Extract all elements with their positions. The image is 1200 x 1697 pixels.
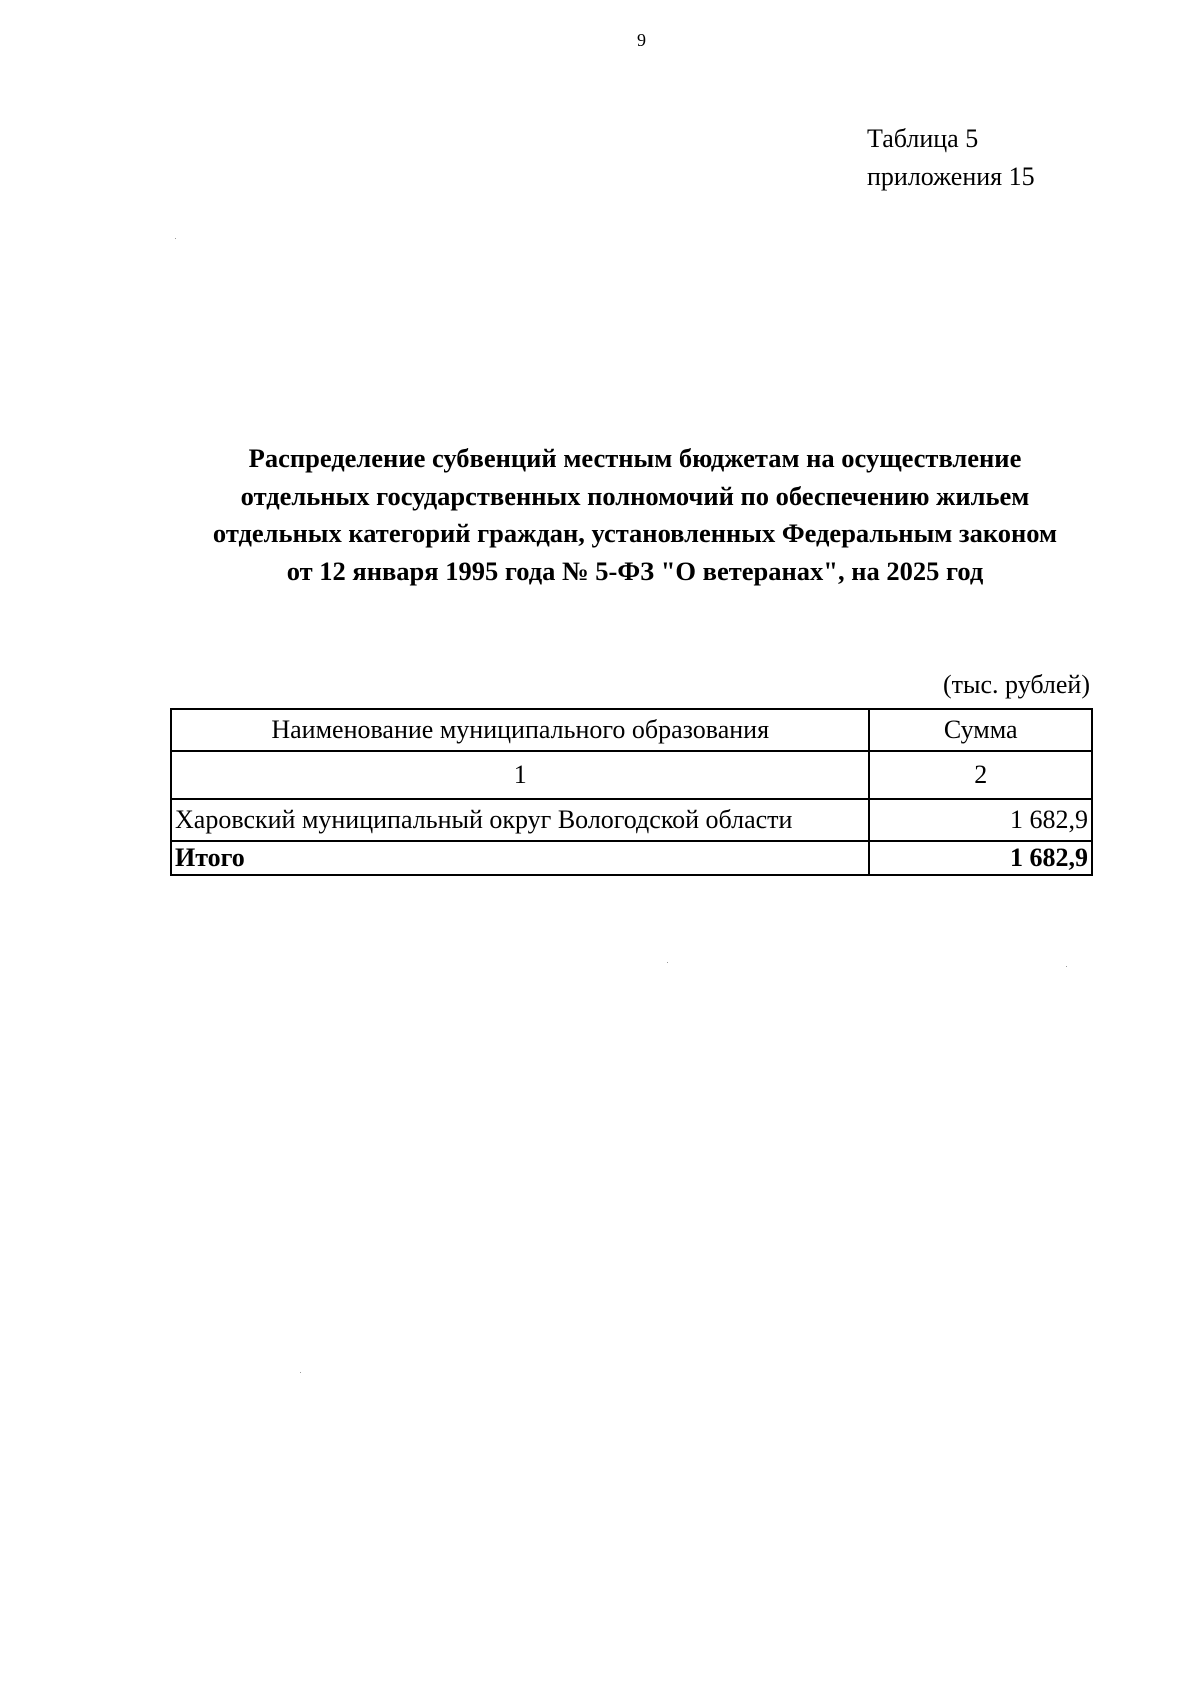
total-row: [171, 841, 1092, 875]
table-row: [171, 799, 1092, 841]
table-reference-line1: Таблица 5: [867, 124, 979, 153]
total-label: Итого: [171, 841, 869, 875]
column-number-sum: 2: [869, 751, 1092, 799]
scan-artifact: [1066, 966, 1067, 967]
table-header-row: [171, 709, 1092, 751]
title-line3: отдельных категорий граждан, установленных Федеральным законом: [212, 518, 1058, 548]
table-reference-line2: приложения 15: [867, 162, 1035, 191]
column-number-row: [171, 751, 1092, 799]
column-number-name: 1: [171, 751, 869, 799]
row-municipality-name: Харовский муниципальный округ Вологодской области: [171, 799, 869, 841]
title-line4: от 12 января 1995 года № 5-ФЗ "О ветеранах", на 2025 год: [286, 555, 984, 586]
page-number: 9: [637, 30, 646, 50]
title-line2: отдельных государственных полномочий по обеспечению жильем: [240, 480, 1030, 511]
allocation-table: [170, 708, 1093, 876]
scan-artifact: [300, 1372, 301, 1373]
header-sum: Сумма: [869, 709, 1092, 751]
row-sum: 1 682,9: [869, 799, 1092, 841]
table-reference: [867, 120, 1035, 196]
title-line1: Распределение субвенций местным бюджетам на осуществление: [248, 443, 1022, 473]
units-label: (тыс. рублей): [942, 670, 1090, 699]
document-title: [160, 440, 1110, 590]
header-name: Наименование муниципального образования: [171, 709, 869, 751]
scan-artifact: [667, 962, 668, 963]
scan-artifact: [175, 238, 176, 239]
total-sum: 1 682,9: [869, 841, 1092, 875]
